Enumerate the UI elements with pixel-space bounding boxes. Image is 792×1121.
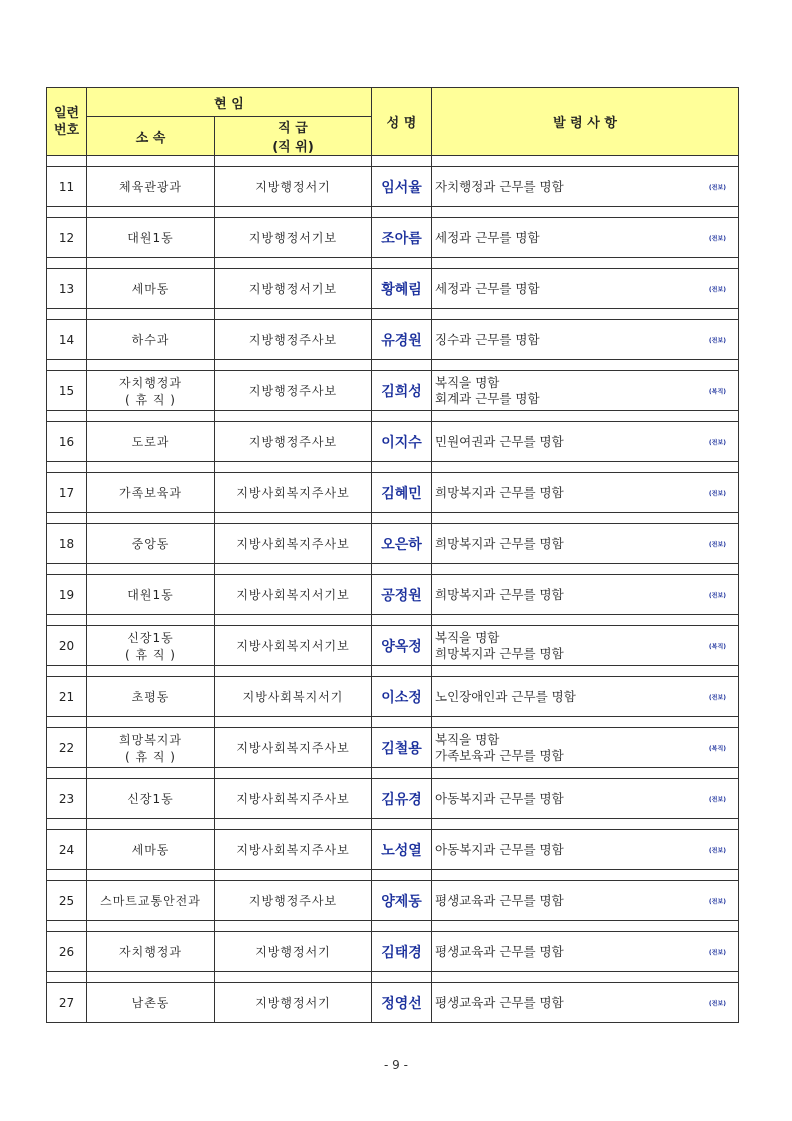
spacer-cell <box>215 309 372 320</box>
spacer-cell <box>47 666 87 677</box>
dept-cell <box>87 167 215 207</box>
rank-cell: 지방사회복지주사보 <box>215 779 372 819</box>
spacer-cell <box>87 768 215 779</box>
spacer-cell <box>432 615 739 626</box>
spacer-cell <box>372 360 432 371</box>
dept-name: 초평동 <box>131 690 170 704</box>
spacer-cell <box>215 360 372 371</box>
header-rank-line1: 직 급 <box>278 121 308 136</box>
spacer-cell <box>47 513 87 524</box>
rank-cell: 지방행정서기 <box>215 167 372 207</box>
rank-cell: 지방사회복지주사보 <box>215 728 372 768</box>
table-row <box>47 932 739 972</box>
spacer-cell <box>87 411 215 422</box>
serial-number: 18 <box>47 524 87 564</box>
spacer-cell <box>47 207 87 218</box>
rank-cell: 지방사회복지서기 <box>215 677 372 717</box>
spacer-cell <box>432 309 739 320</box>
order-cell <box>432 422 739 462</box>
table-row <box>47 371 739 411</box>
spacer-cell <box>215 411 372 422</box>
spacer-cell <box>215 156 372 167</box>
person-name: 임서율 <box>372 167 432 207</box>
serial-number: 27 <box>47 983 87 1023</box>
header-rank-line2: (직 위) <box>272 140 314 155</box>
order-cell <box>432 218 739 258</box>
row-spacer <box>47 921 739 932</box>
spacer-cell <box>47 462 87 473</box>
dept-cell <box>87 524 215 564</box>
order-cell <box>432 983 739 1023</box>
order-line-2: 희망복지과 근무를 명함 <box>435 645 564 661</box>
serial-number: 26 <box>47 932 87 972</box>
order-type-tag: (전보) <box>708 235 726 242</box>
dept-name: 자치행정과 <box>119 375 182 390</box>
header-name: 성 명 <box>372 88 432 156</box>
dept-name: 대원1동 <box>127 231 174 245</box>
person-name: 김유경 <box>372 779 432 819</box>
spacer-cell <box>372 717 432 728</box>
person-name: 김혜민 <box>372 473 432 513</box>
order-cell <box>432 932 739 972</box>
header-current: 현 임 <box>87 88 372 117</box>
dept-cell <box>87 779 215 819</box>
serial-number: 21 <box>47 677 87 717</box>
order-type-tag: (복직) <box>708 388 726 395</box>
spacer-cell <box>87 972 215 983</box>
dept-cell <box>87 728 215 768</box>
dept-name: 가족보육과 <box>119 486 182 500</box>
row-spacer <box>47 513 739 524</box>
table-row <box>47 677 739 717</box>
order-type-tag: (복직) <box>708 745 726 752</box>
order-cell <box>432 269 739 309</box>
rank-cell: 지방행정주사보 <box>215 422 372 462</box>
person-name: 김태경 <box>372 932 432 972</box>
rank-cell: 지방사회복지주사보 <box>215 524 372 564</box>
order-line-1: 세정과 근무를 명함 <box>435 280 540 296</box>
personnel-table <box>46 87 739 1023</box>
order-line-1: 희망복지과 근무를 명함 <box>435 586 564 602</box>
order-cell <box>432 167 739 207</box>
rank-cell: 지방행정주사보 <box>215 881 372 921</box>
spacer-cell <box>215 921 372 932</box>
row-spacer <box>47 258 739 269</box>
row-spacer <box>47 717 739 728</box>
person-name: 정영선 <box>372 983 432 1023</box>
spacer-cell <box>47 870 87 881</box>
order-type-tag: (전보) <box>708 541 726 548</box>
spacer-cell <box>215 819 372 830</box>
order-cell <box>432 779 739 819</box>
order-line-1: 복직을 명함 <box>435 629 500 645</box>
order-line-1: 민원여권과 근무를 명함 <box>435 433 564 449</box>
table-row <box>47 524 739 564</box>
person-name: 김희성 <box>372 371 432 411</box>
dept-status: ( 휴 직 ) <box>125 392 176 407</box>
order-line-1: 복직을 명함 <box>435 731 500 747</box>
spacer-cell <box>87 819 215 830</box>
order-cell <box>432 626 739 666</box>
dept-cell <box>87 269 215 309</box>
spacer-cell <box>87 207 215 218</box>
order-line-1: 평생교육과 근무를 명함 <box>435 994 564 1010</box>
header-dept: 소 속 <box>87 117 215 156</box>
spacer-cell <box>432 972 739 983</box>
table-row <box>47 320 739 360</box>
header-rank <box>215 117 372 156</box>
order-cell <box>432 575 739 615</box>
rank-cell: 지방행정서기보 <box>215 218 372 258</box>
row-spacer <box>47 615 739 626</box>
table-row <box>47 728 739 768</box>
spacer-cell <box>215 870 372 881</box>
person-name: 김철용 <box>372 728 432 768</box>
order-line-1: 희망복지과 근무를 명함 <box>435 484 564 500</box>
spacer-cell <box>432 360 739 371</box>
spacer-cell <box>215 615 372 626</box>
order-cell <box>432 473 739 513</box>
order-type-tag: (복직) <box>708 643 726 650</box>
order-cell <box>432 728 739 768</box>
order-line-1: 아동복지과 근무를 명함 <box>435 841 564 857</box>
serial-number: 12 <box>47 218 87 258</box>
row-spacer <box>47 309 739 320</box>
spacer-cell <box>47 819 87 830</box>
dept-status: ( 휴 직 ) <box>125 647 176 662</box>
spacer-cell <box>372 615 432 626</box>
dept-cell <box>87 371 215 411</box>
spacer-cell <box>372 564 432 575</box>
table-row <box>47 881 739 921</box>
order-line-1: 평생교육과 근무를 명함 <box>435 892 564 908</box>
order-cell <box>432 830 739 870</box>
spacer-cell <box>372 309 432 320</box>
spacer-cell <box>432 564 739 575</box>
order-line-1: 세정과 근무를 명함 <box>435 229 540 245</box>
order-line-1: 아동복지과 근무를 명함 <box>435 790 564 806</box>
spacer-cell <box>87 360 215 371</box>
person-name: 조아름 <box>372 218 432 258</box>
row-spacer <box>47 207 739 218</box>
dept-name: 세마동 <box>131 843 170 857</box>
spacer-cell <box>372 972 432 983</box>
rank-cell: 지방사회복지주사보 <box>215 473 372 513</box>
spacer-cell <box>47 360 87 371</box>
dept-name: 남촌동 <box>131 996 170 1010</box>
table-row <box>47 218 739 258</box>
row-spacer <box>47 156 739 167</box>
spacer-cell <box>432 513 739 524</box>
spacer-cell <box>372 513 432 524</box>
serial-number: 20 <box>47 626 87 666</box>
rank-cell: 지방행정서기 <box>215 932 372 972</box>
row-spacer <box>47 462 739 473</box>
serial-number: 24 <box>47 830 87 870</box>
row-spacer <box>47 870 739 881</box>
dept-cell <box>87 422 215 462</box>
serial-number: 16 <box>47 422 87 462</box>
dept-cell <box>87 983 215 1023</box>
person-name: 이소정 <box>372 677 432 717</box>
dept-cell <box>87 881 215 921</box>
order-line-1: 노인장애인과 근무를 명함 <box>435 688 576 704</box>
spacer-cell <box>47 411 87 422</box>
order-type-tag: (전보) <box>708 949 726 956</box>
serial-number: 17 <box>47 473 87 513</box>
spacer-cell <box>372 819 432 830</box>
dept-name: 신장1동 <box>127 792 174 806</box>
serial-number: 25 <box>47 881 87 921</box>
header-serial-line2: 번호 <box>53 122 80 138</box>
spacer-cell <box>87 921 215 932</box>
spacer-cell <box>215 462 372 473</box>
spacer-cell <box>215 972 372 983</box>
spacer-cell <box>432 921 739 932</box>
rank-cell: 지방행정주사보 <box>215 371 372 411</box>
spacer-cell <box>87 615 215 626</box>
spacer-cell <box>432 768 739 779</box>
spacer-cell <box>215 513 372 524</box>
order-cell <box>432 524 739 564</box>
dept-name: 자치행정과 <box>119 945 182 959</box>
spacer-cell <box>372 207 432 218</box>
dept-name: 스마트교통안전과 <box>100 894 201 908</box>
order-type-tag: (전보) <box>708 898 726 905</box>
order-type-tag: (전보) <box>708 184 726 191</box>
spacer-cell <box>215 564 372 575</box>
table-row <box>47 473 739 513</box>
spacer-cell <box>87 870 215 881</box>
dept-name: 중앙동 <box>131 537 170 551</box>
spacer-cell <box>47 258 87 269</box>
serial-number: 23 <box>47 779 87 819</box>
spacer-cell <box>87 156 215 167</box>
dept-cell <box>87 932 215 972</box>
dept-cell <box>87 575 215 615</box>
spacer-cell <box>47 615 87 626</box>
row-spacer <box>47 768 739 779</box>
row-spacer <box>47 666 739 677</box>
rank-cell: 지방사회복지서기보 <box>215 575 372 615</box>
person-name: 양옥정 <box>372 626 432 666</box>
header-serial-line1: 일련 <box>53 105 80 121</box>
row-spacer <box>47 360 739 371</box>
order-type-tag: (전보) <box>708 592 726 599</box>
header-order: 발 령 사 항 <box>432 88 739 156</box>
order-type-tag: (전보) <box>708 490 726 497</box>
spacer-cell <box>215 258 372 269</box>
spacer-cell <box>372 921 432 932</box>
dept-cell <box>87 626 215 666</box>
table-row <box>47 167 739 207</box>
order-cell <box>432 677 739 717</box>
spacer-cell <box>432 207 739 218</box>
row-spacer <box>47 819 739 830</box>
person-name: 양제동 <box>372 881 432 921</box>
serial-number: 13 <box>47 269 87 309</box>
dept-name: 세마동 <box>131 282 170 296</box>
order-cell <box>432 320 739 360</box>
dept-cell <box>87 677 215 717</box>
dept-cell <box>87 218 215 258</box>
spacer-cell <box>87 666 215 677</box>
table-row <box>47 779 739 819</box>
order-line-1: 평생교육과 근무를 명함 <box>435 943 564 959</box>
order-type-tag: (전보) <box>708 337 726 344</box>
dept-name: 희망복지과 <box>119 732 182 747</box>
spacer-cell <box>87 564 215 575</box>
rank-cell: 지방행정서기 <box>215 983 372 1023</box>
spacer-cell <box>432 258 739 269</box>
order-cell <box>432 881 739 921</box>
spacer-cell <box>215 768 372 779</box>
person-name: 이지수 <box>372 422 432 462</box>
spacer-cell <box>47 156 87 167</box>
dept-name: 하수과 <box>131 333 170 347</box>
spacer-cell <box>432 717 739 728</box>
spacer-cell <box>432 411 739 422</box>
dept-name: 신장1동 <box>127 630 174 645</box>
spacer-cell <box>215 666 372 677</box>
person-name: 공정원 <box>372 575 432 615</box>
spacer-cell <box>47 921 87 932</box>
serial-number: 11 <box>47 167 87 207</box>
person-name: 황혜림 <box>372 269 432 309</box>
table-row <box>47 575 739 615</box>
spacer-cell <box>432 819 739 830</box>
rank-cell: 지방행정주사보 <box>215 320 372 360</box>
spacer-cell <box>47 564 87 575</box>
row-spacer <box>47 564 739 575</box>
spacer-cell <box>87 309 215 320</box>
table-row <box>47 983 739 1023</box>
table-row <box>47 830 739 870</box>
dept-status: ( 휴 직 ) <box>125 749 176 764</box>
table-row <box>47 269 739 309</box>
page-number: - 9 - <box>384 1058 408 1072</box>
order-type-tag: (전보) <box>708 286 726 293</box>
spacer-cell <box>372 411 432 422</box>
order-type-tag: (전보) <box>708 796 726 803</box>
dept-name: 도로과 <box>131 435 170 449</box>
header-row-top <box>47 88 739 117</box>
table-row <box>47 422 739 462</box>
order-line-2: 가족보육과 근무를 명함 <box>435 747 564 763</box>
rank-cell: 지방사회복지서기보 <box>215 626 372 666</box>
header-serial <box>47 88 87 156</box>
serial-number: 15 <box>47 371 87 411</box>
person-name: 유경원 <box>372 320 432 360</box>
order-line-1: 자치행정과 근무를 명함 <box>435 178 564 194</box>
spacer-cell <box>47 768 87 779</box>
dept-name: 체육관광과 <box>119 180 182 194</box>
dept-name: 대원1동 <box>127 588 174 602</box>
spacer-cell <box>432 666 739 677</box>
row-spacer <box>47 411 739 422</box>
order-line-2: 회계과 근무를 명함 <box>435 390 540 406</box>
order-line-1: 희망복지과 근무를 명함 <box>435 535 564 551</box>
serial-number: 14 <box>47 320 87 360</box>
order-type-tag: (전보) <box>708 694 726 701</box>
spacer-cell <box>215 717 372 728</box>
spacer-cell <box>47 972 87 983</box>
spacer-cell <box>432 156 739 167</box>
spacer-cell <box>87 258 215 269</box>
rank-cell: 지방행정서기보 <box>215 269 372 309</box>
spacer-cell <box>372 768 432 779</box>
spacer-cell <box>432 870 739 881</box>
rank-cell: 지방사회복지주사보 <box>215 830 372 870</box>
serial-number: 22 <box>47 728 87 768</box>
order-type-tag: (전보) <box>708 1000 726 1007</box>
spacer-cell <box>47 309 87 320</box>
order-type-tag: (전보) <box>708 439 726 446</box>
dept-cell <box>87 830 215 870</box>
row-spacer <box>47 972 739 983</box>
spacer-cell <box>215 207 372 218</box>
spacer-cell <box>432 462 739 473</box>
person-name: 오은하 <box>372 524 432 564</box>
person-name: 노성열 <box>372 830 432 870</box>
spacer-cell <box>372 258 432 269</box>
spacer-cell <box>87 717 215 728</box>
spacer-cell <box>47 717 87 728</box>
dept-cell <box>87 320 215 360</box>
order-type-tag: (전보) <box>708 847 726 854</box>
order-line-1: 징수과 근무를 명함 <box>435 331 540 347</box>
spacer-cell <box>87 513 215 524</box>
order-cell <box>432 371 739 411</box>
dept-cell <box>87 473 215 513</box>
spacer-cell <box>372 666 432 677</box>
spacer-cell <box>372 870 432 881</box>
order-line-1: 복직을 명함 <box>435 374 500 390</box>
table-row <box>47 626 739 666</box>
serial-number: 19 <box>47 575 87 615</box>
spacer-cell <box>372 462 432 473</box>
spacer-cell <box>372 156 432 167</box>
spacer-cell <box>87 462 215 473</box>
